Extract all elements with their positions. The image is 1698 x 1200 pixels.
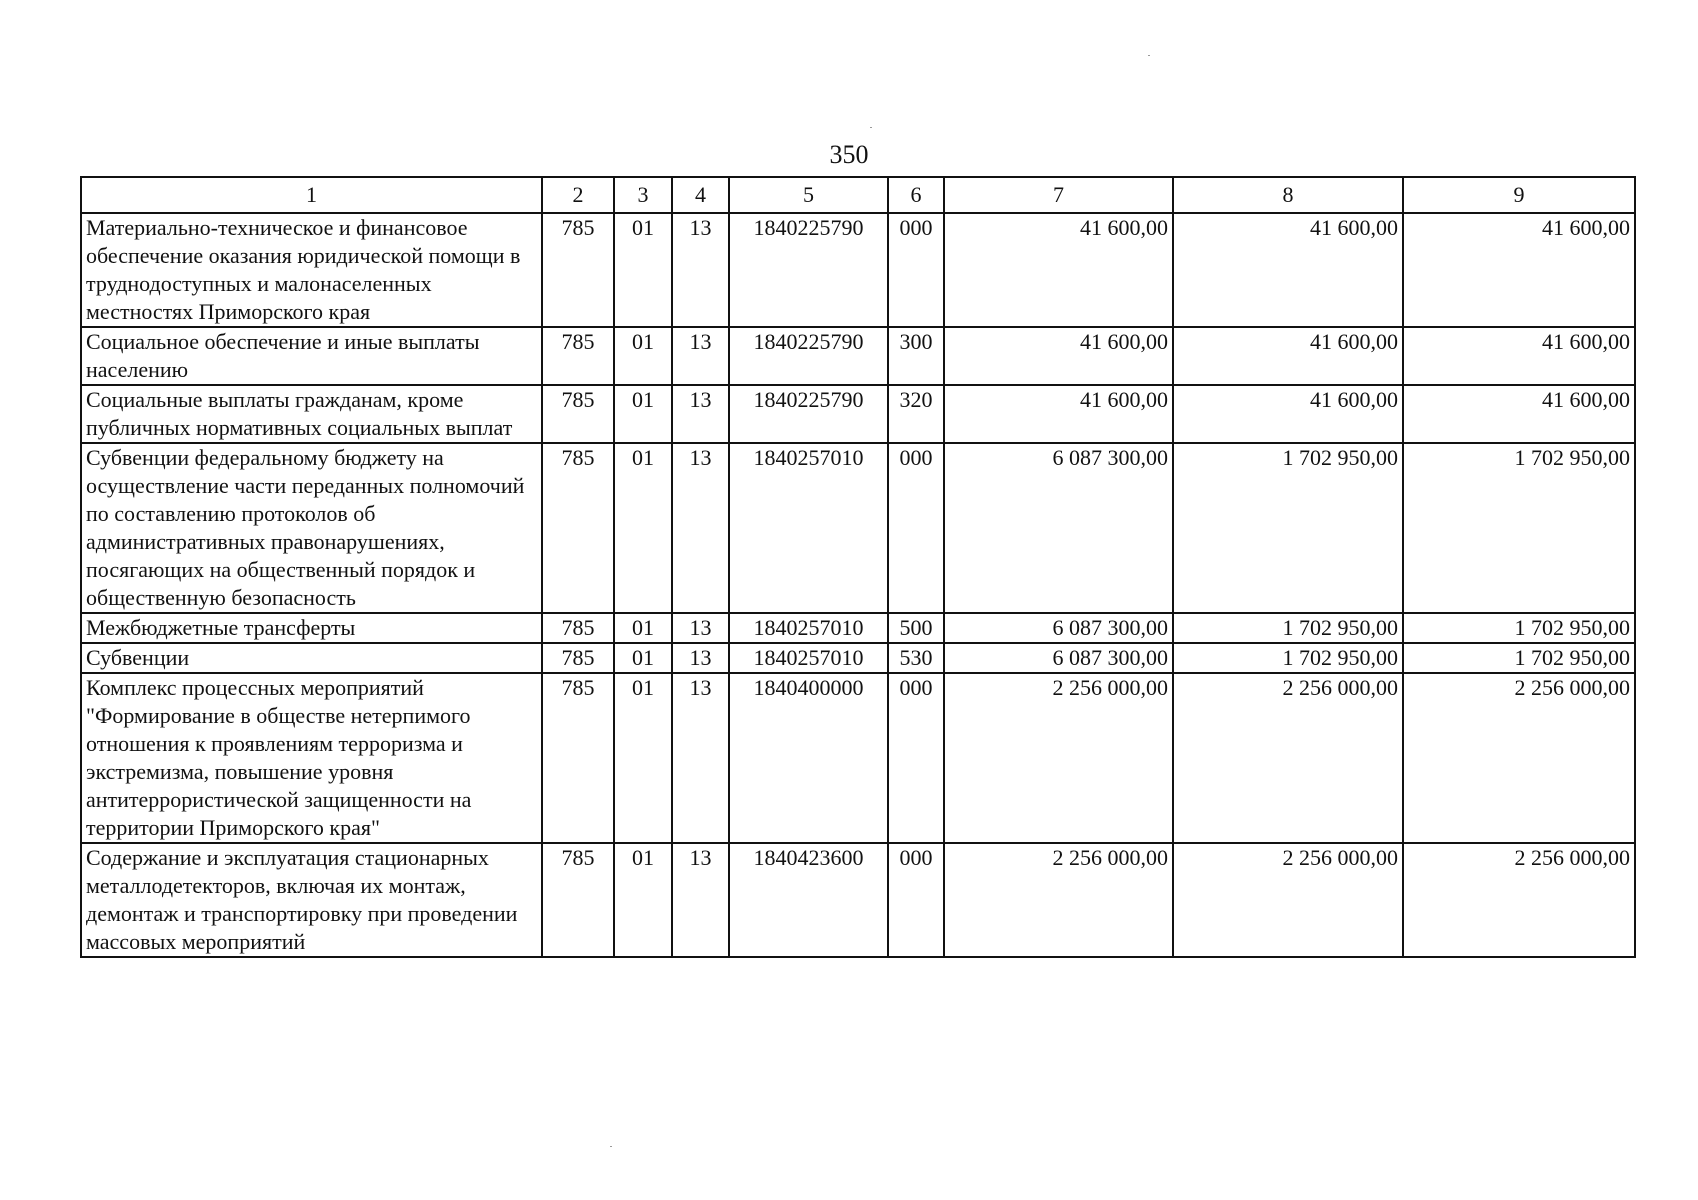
column-header: 4 (672, 177, 729, 213)
code-cell: 1840257010 (729, 643, 888, 673)
code-cell: 13 (672, 613, 729, 643)
amount-cell: 6 087 300,00 (944, 443, 1173, 613)
code-cell: 13 (672, 673, 729, 843)
amount-cell: 41 600,00 (944, 213, 1173, 327)
amount-cell: 41 600,00 (944, 385, 1173, 443)
amount-cell: 41 600,00 (1403, 385, 1635, 443)
code-cell: 01 (614, 385, 672, 443)
code-cell: 1840225790 (729, 327, 888, 385)
amount-cell: 41 600,00 (1403, 327, 1635, 385)
budget-table (80, 176, 1636, 958)
amount-cell: 1 702 950,00 (1173, 643, 1403, 673)
code-cell: 000 (888, 673, 944, 843)
table-row (81, 443, 1635, 613)
code-cell: 000 (888, 443, 944, 613)
column-header: 5 (729, 177, 888, 213)
code-cell: 1840257010 (729, 613, 888, 643)
table-row (81, 643, 1635, 673)
amount-cell: 6 087 300,00 (944, 613, 1173, 643)
amount-cell: 41 600,00 (1403, 213, 1635, 327)
amount-cell: 2 256 000,00 (1173, 673, 1403, 843)
code-cell: 01 (614, 643, 672, 673)
code-cell: 13 (672, 643, 729, 673)
code-cell: 300 (888, 327, 944, 385)
code-cell: 01 (614, 213, 672, 327)
row-name: Межбюджетные трансферты (81, 613, 542, 643)
amount-cell: 1 702 950,00 (1403, 643, 1635, 673)
amount-cell: 41 600,00 (1173, 385, 1403, 443)
code-cell: 785 (542, 843, 614, 957)
code-cell: 785 (542, 385, 614, 443)
code-cell: 13 (672, 327, 729, 385)
code-cell: 1840225790 (729, 213, 888, 327)
code-cell: 13 (672, 843, 729, 957)
code-cell: 785 (542, 643, 614, 673)
table-row (81, 385, 1635, 443)
code-cell: 000 (888, 213, 944, 327)
code-cell: 01 (614, 673, 672, 843)
amount-cell: 1 702 950,00 (1403, 443, 1635, 613)
code-cell: 500 (888, 613, 944, 643)
code-cell: 000 (888, 843, 944, 957)
row-name: Материально-техническое и финансовое обеспечение оказания юридической помощи в труднодоступных и малонаселенных местностях Приморского края (81, 213, 542, 327)
amount-cell: 41 600,00 (944, 327, 1173, 385)
code-cell: 13 (672, 213, 729, 327)
code-cell: 785 (542, 613, 614, 643)
code-cell: 01 (614, 613, 672, 643)
code-cell: 785 (542, 327, 614, 385)
amount-cell: 2 256 000,00 (1173, 843, 1403, 957)
scan-speck (870, 127, 872, 128)
code-cell: 1840257010 (729, 443, 888, 613)
code-cell: 785 (542, 443, 614, 613)
page-number: 350 (829, 140, 869, 169)
code-cell: 1840423600 (729, 843, 888, 957)
column-header: 9 (1403, 177, 1635, 213)
code-cell: 785 (542, 673, 614, 843)
row-name: Социальные выплаты гражданам, кроме публичных нормативных социальных выплат (81, 385, 542, 443)
code-cell: 530 (888, 643, 944, 673)
code-cell: 01 (614, 843, 672, 957)
amount-cell: 2 256 000,00 (944, 843, 1173, 957)
code-cell: 13 (672, 385, 729, 443)
row-name: Содержание и эксплуатация стационарных металлодетекторов, включая их монтаж, демонтаж и транспортировку при проведении массовых мероприятий (81, 843, 542, 957)
code-cell: 1840225790 (729, 385, 888, 443)
amount-cell: 2 256 000,00 (944, 673, 1173, 843)
scan-speck (610, 1146, 612, 1147)
code-cell: 01 (614, 443, 672, 613)
table-row (81, 327, 1635, 385)
amount-cell: 2 256 000,00 (1403, 843, 1635, 957)
amount-cell: 1 702 950,00 (1173, 443, 1403, 613)
table-row (81, 213, 1635, 327)
column-header: 8 (1173, 177, 1403, 213)
column-header: 7 (944, 177, 1173, 213)
column-header: 6 (888, 177, 944, 213)
header-row (81, 177, 1635, 213)
table-row (81, 843, 1635, 957)
row-name: Комплекс процессных мероприятий "Формирование в обществе нетерпимого отношения к проявлениям терроризма и экстремизма, повышение уровня антитеррористической защищенности на территории Приморского края" (81, 673, 542, 843)
amount-cell: 41 600,00 (1173, 327, 1403, 385)
code-cell: 785 (542, 213, 614, 327)
code-cell: 13 (672, 443, 729, 613)
column-header: 2 (542, 177, 614, 213)
row-name: Социальное обеспечение и иные выплаты населению (81, 327, 542, 385)
code-cell: 01 (614, 327, 672, 385)
column-header: 3 (614, 177, 672, 213)
code-cell: 320 (888, 385, 944, 443)
amount-cell: 6 087 300,00 (944, 643, 1173, 673)
table-row (81, 613, 1635, 643)
code-cell: 1840400000 (729, 673, 888, 843)
amount-cell: 1 702 950,00 (1403, 613, 1635, 643)
row-name: Субвенции (81, 643, 542, 673)
amount-cell: 1 702 950,00 (1173, 613, 1403, 643)
scan-speck (1148, 55, 1150, 56)
table-row (81, 673, 1635, 843)
amount-cell: 2 256 000,00 (1403, 673, 1635, 843)
amount-cell: 41 600,00 (1173, 213, 1403, 327)
row-name: Субвенции федеральному бюджету на осуществление части переданных полномочий по составлению протоколов об административных правонарушениях, посягающих на общественный порядок и общественную безопасность (81, 443, 542, 613)
column-header: 1 (81, 177, 542, 213)
